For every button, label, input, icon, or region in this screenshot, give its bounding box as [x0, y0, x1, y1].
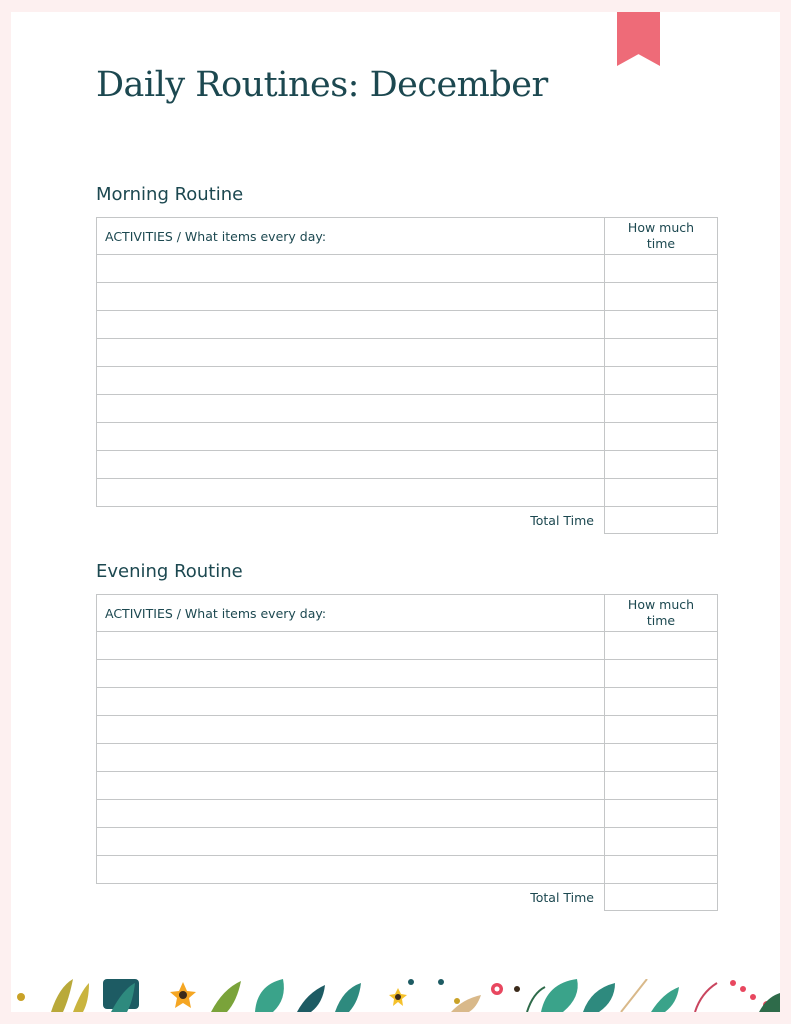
table-header-row [97, 218, 718, 255]
table-row [97, 283, 718, 311]
activity-cell[interactable] [97, 423, 605, 451]
time-cell[interactable] [605, 828, 718, 856]
time-cell[interactable] [605, 632, 718, 660]
activity-cell[interactable] [97, 856, 605, 884]
activity-cell[interactable] [97, 828, 605, 856]
table-row [97, 800, 718, 828]
table-row [97, 856, 718, 884]
table-row [97, 395, 718, 423]
morning-routine-heading: Morning Routine [96, 184, 244, 205]
table-row [97, 367, 718, 395]
time-header [605, 595, 718, 632]
activity-cell[interactable] [97, 255, 605, 283]
time-cell[interactable] [605, 283, 718, 311]
time-cell[interactable] [605, 395, 718, 423]
time-cell[interactable] [605, 339, 718, 367]
time-cell[interactable] [605, 716, 718, 744]
activity-cell[interactable] [97, 716, 605, 744]
total-time-cell[interactable] [605, 507, 718, 534]
activity-cell[interactable] [97, 744, 605, 772]
time-cell[interactable] [605, 255, 718, 283]
table-row [97, 479, 718, 507]
table-row [97, 423, 718, 451]
activity-cell[interactable] [97, 479, 605, 507]
table-row [97, 772, 718, 800]
table-row [97, 451, 718, 479]
evening-routine-table [96, 594, 718, 911]
time-cell[interactable] [605, 311, 718, 339]
activity-cell[interactable] [97, 451, 605, 479]
morning-routine-table [96, 217, 718, 534]
bookmark-ribbon-icon [617, 12, 660, 66]
activity-cell[interactable] [97, 772, 605, 800]
activity-cell[interactable] [97, 800, 605, 828]
total-row [97, 884, 718, 911]
table-row [97, 339, 718, 367]
planner-page [11, 12, 780, 1012]
activity-cell[interactable] [97, 660, 605, 688]
page-title: Daily Routines: December [96, 65, 548, 105]
activity-cell[interactable] [97, 339, 605, 367]
table-row [97, 255, 718, 283]
time-cell[interactable] [605, 856, 718, 884]
activity-cell[interactable] [97, 632, 605, 660]
time-cell[interactable] [605, 367, 718, 395]
time-header-line2: time [646, 613, 676, 628]
activity-cell[interactable] [97, 311, 605, 339]
activity-cell[interactable] [97, 395, 605, 423]
table-row [97, 828, 718, 856]
total-time-cell[interactable] [605, 884, 718, 911]
time-cell[interactable] [605, 800, 718, 828]
table-row [97, 744, 718, 772]
time-cell[interactable] [605, 772, 718, 800]
time-header-line2: time [646, 236, 676, 251]
total-row [97, 507, 718, 534]
table-row [97, 311, 718, 339]
time-header [605, 218, 718, 255]
total-time-label: Total Time [530, 512, 594, 528]
table-row [97, 632, 718, 660]
time-cell[interactable] [605, 688, 718, 716]
activities-header: ACTIVITIES / What items every day: [97, 218, 605, 255]
evening-routine-heading: Evening Routine [96, 561, 243, 582]
time-cell[interactable] [605, 660, 718, 688]
table-row [97, 688, 718, 716]
table-header-row [97, 595, 718, 632]
table-row [97, 716, 718, 744]
time-cell[interactable] [605, 451, 718, 479]
activity-cell[interactable] [97, 283, 605, 311]
time-cell[interactable] [605, 479, 718, 507]
time-header-line1: How much [627, 220, 695, 235]
activity-cell[interactable] [97, 367, 605, 395]
table-row [97, 660, 718, 688]
floral-border-icon [11, 979, 780, 1012]
time-cell[interactable] [605, 744, 718, 772]
activities-header: ACTIVITIES / What items every day: [97, 595, 605, 632]
total-time-label: Total Time [530, 889, 594, 905]
time-cell[interactable] [605, 423, 718, 451]
activity-cell[interactable] [97, 688, 605, 716]
time-header-line1: How much [627, 597, 695, 612]
